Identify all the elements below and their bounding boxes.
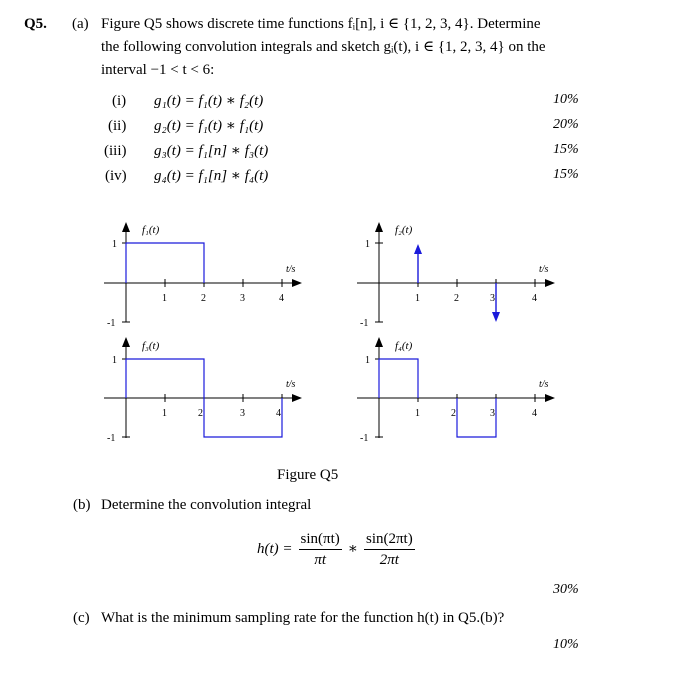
- f2-xtick-3: 3: [490, 293, 495, 304]
- item-ii-expr: g₂(t) = f₁(t) ∗ f₁(t): [154, 118, 264, 134]
- f3-title: f₃(t): [142, 340, 160, 352]
- f4-xtick-2: 2: [451, 408, 456, 419]
- part-b-marks: 30%: [553, 582, 579, 597]
- f3-y-arrow-icon: [122, 337, 130, 347]
- fraction-2-num: sin(2πt): [364, 529, 415, 550]
- item-ii-label: (ii): [108, 118, 127, 134]
- f3-xtick-3: 3: [240, 408, 245, 419]
- item-ii-marks: 20%: [553, 117, 579, 132]
- plot-f4: [357, 337, 555, 444]
- part-c-text: What is the minimum sampling rate for the function h(t) in Q5.(b)?: [101, 610, 505, 626]
- f4-x-arrow-icon: [545, 394, 555, 402]
- part-b-label: (b): [73, 497, 91, 513]
- f3-ytick-neg1: -1: [107, 433, 116, 444]
- plot-f1: [104, 222, 302, 329]
- fraction-1-num: sin(πt): [299, 529, 342, 550]
- figure-caption: Figure Q5: [277, 467, 339, 483]
- f1-ytick-1: 1: [112, 239, 117, 250]
- f2-ytick-1: 1: [365, 239, 370, 250]
- item-i-expr: g₁(t) = f₁(t) ∗ f₂(t): [154, 93, 264, 109]
- f1-xtick-3: 3: [240, 293, 245, 304]
- f1-xtick-1: 1: [162, 293, 167, 304]
- f1-x-arrow-icon: [292, 279, 302, 287]
- f4-ytick-1: 1: [365, 355, 370, 366]
- fraction-2-den: 2πt: [379, 551, 399, 568]
- f1-xtick-2: 2: [201, 293, 206, 304]
- f3-xtick-4: 4: [276, 408, 281, 419]
- f1-y-arrow-icon: [122, 222, 130, 232]
- fraction-2: [364, 529, 415, 570]
- item-iii-label: (iii): [104, 143, 127, 159]
- f2-delta-up-arrow-icon: [414, 244, 422, 254]
- part-c-marks: 10%: [553, 637, 579, 652]
- fraction-1-den: πt: [314, 551, 326, 568]
- f4-axis-label: t/s: [539, 379, 549, 390]
- plot-f2: [357, 222, 555, 329]
- part-b-equation: [257, 527, 415, 571]
- item-iv-label: (iv): [105, 168, 127, 184]
- f3-ytick-1: 1: [112, 355, 117, 366]
- f1-title: f₁(t): [142, 224, 160, 236]
- part-a-text-line3: interval −1 < t < 6:: [101, 62, 215, 78]
- f4-signal-pos: [379, 359, 418, 398]
- item-iv-marks: 15%: [553, 167, 579, 182]
- part-a-text-line1: Figure Q5 shows discrete time functions fᵢ[n], i ∈ {1, 2, 3, 4}. Determine: [101, 16, 541, 32]
- f1-xtick-4: 4: [279, 293, 284, 304]
- item-iv-expr: g₄(t) = f₁[n] ∗ f₄(t): [154, 168, 269, 184]
- f3-x-arrow-icon: [292, 394, 302, 402]
- item-iii-marks: 15%: [553, 142, 579, 157]
- item-i-marks: 10%: [553, 92, 579, 107]
- question-number: Q5.: [24, 16, 47, 32]
- f2-x-arrow-icon: [545, 279, 555, 287]
- f4-xtick-4: 4: [532, 408, 537, 419]
- fraction-1: [299, 529, 342, 570]
- part-b-lhs: h(t) =: [257, 541, 293, 557]
- f2-ytick-neg1: -1: [360, 318, 369, 329]
- f4-xtick-3: 3: [490, 408, 495, 419]
- part-b-text: Determine the convolution integral: [101, 497, 312, 513]
- f2-y-arrow-icon: [375, 222, 383, 232]
- f4-title: f₄(t): [395, 340, 413, 352]
- f3-axis-label: t/s: [286, 379, 296, 390]
- plot-f3: [104, 337, 302, 444]
- item-iii-expr: g₃(t) = f₁[n] ∗ f₃(t): [154, 143, 269, 159]
- f3-xtick-2: 2: [198, 408, 203, 419]
- part-a-text-line2: the following convolution integrals and sketch gᵢ(t), i ∈ {1, 2, 3, 4} on the: [101, 39, 546, 55]
- f2-title: f₂(t): [395, 224, 413, 236]
- f1-ytick-neg1: -1: [107, 318, 116, 329]
- f2-axis-label: t/s: [539, 264, 549, 275]
- f2-delta-down-arrow-icon: [492, 312, 500, 322]
- f2-xtick-1: 1: [415, 293, 420, 304]
- f3-xtick-1: 1: [162, 408, 167, 419]
- f1-signal: [126, 243, 204, 283]
- item-i-label: (i): [112, 93, 127, 109]
- f4-ytick-neg1: -1: [360, 433, 369, 444]
- f2-xtick-4: 4: [532, 293, 537, 304]
- f4-xtick-1: 1: [415, 408, 420, 419]
- f4-y-arrow-icon: [375, 337, 383, 347]
- convolution-op: ∗: [347, 541, 358, 557]
- part-c-label: (c): [73, 610, 90, 626]
- f1-axis-label: t/s: [286, 264, 296, 275]
- part-a-label: (a): [72, 16, 89, 32]
- f2-xtick-2: 2: [454, 293, 459, 304]
